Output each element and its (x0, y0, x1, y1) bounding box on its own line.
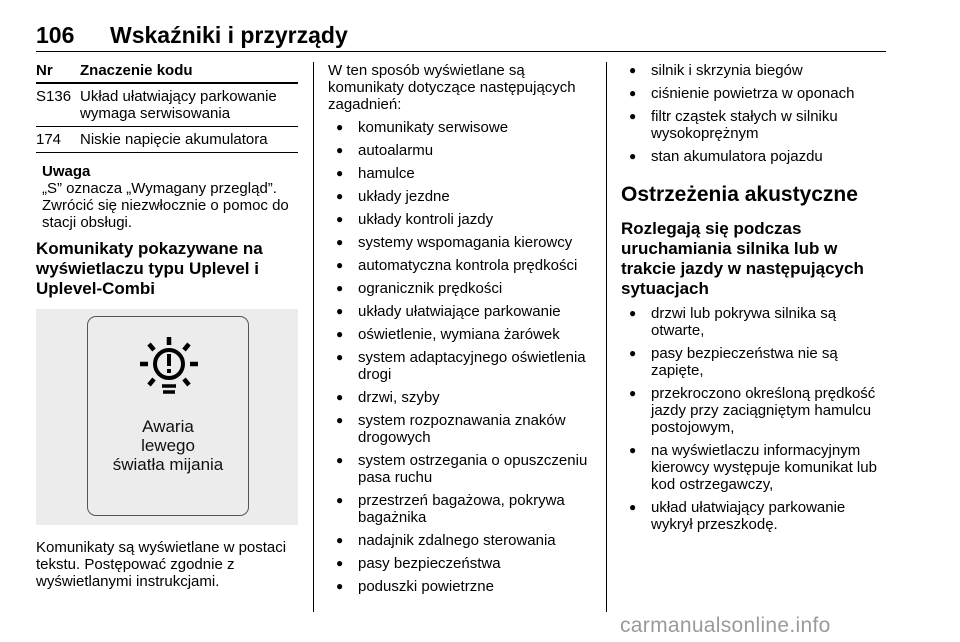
bullet-list (328, 119, 596, 595)
column-3 (621, 62, 891, 533)
subsection-heading: Rozlegają się podczas uruchamiania silnika lub w trakcie jazdy w następujących sytuacjach (621, 219, 864, 298)
list-item: ● system adaptacyjnego oświetlenia drogi (328, 349, 596, 383)
list-item: ● układy jezdne (328, 188, 596, 205)
table-header-nr: Nr (36, 62, 53, 79)
list-item: ● hamulce (328, 165, 596, 182)
list-item: ● drzwi lub pokrywa silnika są otwarte, (621, 305, 891, 339)
list-item: ● autoalarmu (328, 142, 596, 159)
page-header (36, 22, 886, 52)
bullet-list (621, 62, 891, 165)
column-divider (313, 62, 314, 612)
display-line: lewego (141, 436, 195, 455)
list-item: ● ogranicznik prędkości (328, 280, 596, 297)
list-item: ● silnik i skrzynia biegów (621, 62, 891, 79)
list-item: ● oświetlenie, wymiana żarówek (328, 326, 596, 343)
list-item: ● na wyświetlaczu informacyjnym kierowcy występuje komunikat lub kod ostrzegawczy, (621, 442, 891, 493)
note-title: Uwaga (42, 163, 91, 180)
list-item: ● stan akumulatora pojazdu (621, 148, 891, 165)
list-item: ● układ ułatwiający parkowanie wykrył przeszkodę. (621, 499, 891, 533)
column-1 (36, 62, 298, 590)
list-item: ● filtr cząstek stałych w silniku wysokoprężnym (621, 108, 891, 142)
section-heading-uplevel: Komunikaty pokazywane na wyświetlaczu typu Uplevel i Uplevel-Combi (36, 239, 263, 298)
display-line: światła mijania (112, 455, 224, 474)
table-header-meaning: Znaczenie kodu (80, 62, 193, 79)
display-illustration (36, 309, 298, 525)
list-item: ● system rozpoznawania znaków drogowych (328, 412, 596, 446)
paragraph: W ten sposób wyświetlane są komunikaty dotyczące następujących zagadnień: (328, 62, 576, 113)
table-header (36, 62, 298, 84)
display-message (88, 417, 248, 474)
list-item: ● układy kontroli jazdy (328, 211, 596, 228)
list-item: ● pasy bezpieczeństwa (328, 555, 596, 572)
column-2 (328, 62, 596, 595)
list-item: ● drzwi, szyby (328, 389, 596, 406)
list-item: ● komunikaty serwisowe (328, 119, 596, 136)
list-item: ● nadajnik zdalnego sterowania (328, 532, 596, 549)
display-line: Awaria (142, 417, 194, 436)
list-item: ● pasy bezpieczeństwa nie są zapięte, (621, 345, 891, 379)
meaning-cell: Niskie napięcie akumulatora (80, 131, 268, 148)
page-number: 106 (36, 22, 75, 48)
table-row (36, 127, 298, 153)
list-item: ● poduszki powietrzne (328, 578, 596, 595)
section-heading-acoustic: Ostrzeżenia akustyczne (621, 183, 858, 206)
paragraph: Komunikaty są wyświetlane w postaci tekstu. Postępować zgodnie z wyświetlanymi instrukcjami. (36, 539, 287, 590)
code-cell: S136 (36, 88, 72, 105)
column-divider (606, 62, 607, 612)
code-cell: 174 (36, 131, 62, 148)
list-item: ● systemy wspomagania kierowcy (328, 234, 596, 251)
watermark: carmanualsonline.info (620, 614, 831, 637)
list-item: ● przekroczono określoną prędkość jazdy przy zaciągniętym hamulcu postojowym, (621, 385, 891, 436)
list-item: ● automatyczna kontrola prędkości (328, 257, 596, 274)
table-row (36, 84, 298, 127)
bullet-list (621, 305, 891, 533)
list-item: ● system ostrzegania o opuszczeniu pasa ruchu (328, 452, 596, 486)
note-text: „S” oznacza „Wymagany przegląd”. Zwrócić się niezwłocznie o pomoc do stacji obsługi. (42, 180, 289, 231)
list-item: ● układy ułatwiające parkowanie (328, 303, 596, 320)
list-item: ● ciśnienie powietrza w oponach (621, 85, 891, 102)
display-screen (87, 316, 249, 516)
note-box (42, 163, 298, 231)
lamp-fault-icon (138, 335, 200, 397)
page-title: Wskaźniki i przyrządy (110, 22, 348, 48)
meaning-cell: Układ ułatwiający parkowanie wymaga serwisowania (80, 88, 277, 122)
list-item: ● przestrzeń bagażowa, pokrywa bagażnika (328, 492, 596, 526)
